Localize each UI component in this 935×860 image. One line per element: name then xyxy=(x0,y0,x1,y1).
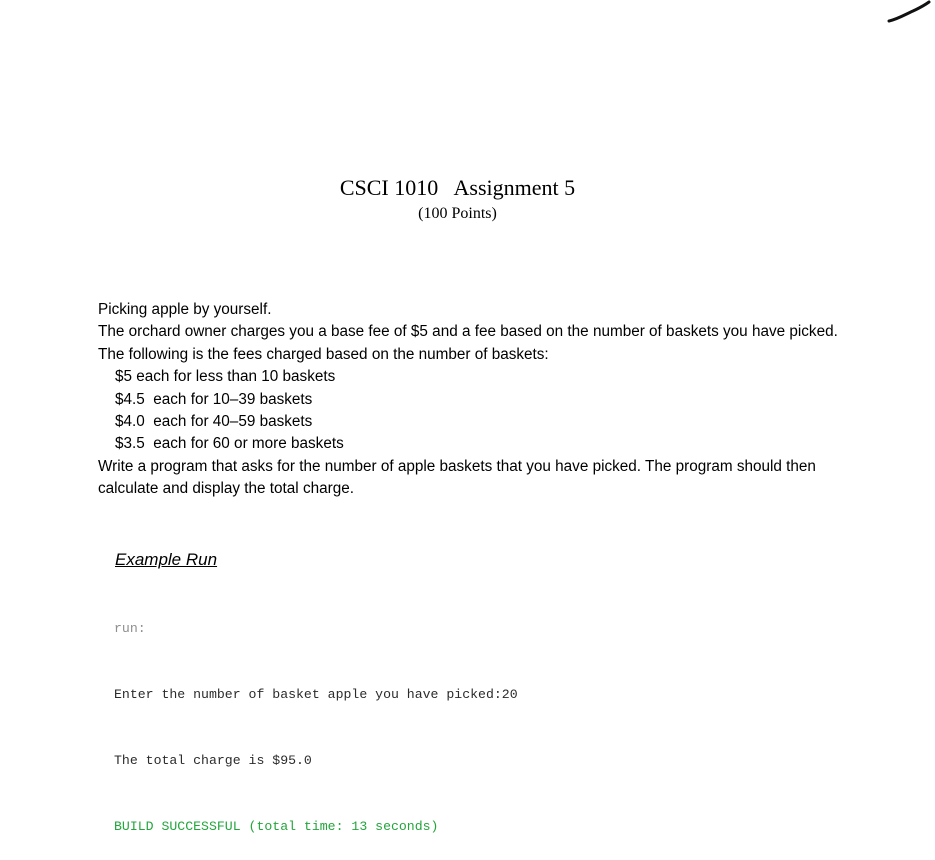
fee-item: $4.5 each for 10–39 baskets xyxy=(115,390,313,408)
page-title: CSCI 1010 Assignment 5 xyxy=(339,175,576,200)
assignment-header xyxy=(0,174,915,225)
fee-list xyxy=(98,366,838,456)
console-run-line: run: xyxy=(114,621,146,636)
problem-description: The orchard owner charges you a base fee of $5 and a fee based on the number of baskets you have picked. The following is the fees charged based on the number of baskets: xyxy=(98,323,838,363)
console-result-line: The total charge is $95.0 xyxy=(114,753,312,768)
fee-item: $3.5 each for 60 or more baskets xyxy=(115,435,344,453)
fee-item: $5 each for less than 10 baskets xyxy=(115,368,336,386)
problem-heading: Picking apple by yourself. xyxy=(98,301,272,318)
console-prompt-line: Enter the number of basket apple you have picked:20 xyxy=(114,687,518,702)
console-build-line: BUILD SUCCESSFUL (total time: 13 seconds) xyxy=(114,819,439,834)
handwritten-pen-stroke-icon xyxy=(886,0,932,24)
example-run-title: Example Run xyxy=(115,550,218,569)
problem-instructions: Write a program that asks for the number of apple baskets that you have picked. The program should then calculate and display the total charge. xyxy=(98,457,816,498)
fee-item: $4.0 each for 40–59 baskets xyxy=(115,413,313,431)
problem-statement xyxy=(98,299,838,501)
points-subtitle: (100 Points) xyxy=(418,205,497,222)
console-output xyxy=(114,574,518,860)
